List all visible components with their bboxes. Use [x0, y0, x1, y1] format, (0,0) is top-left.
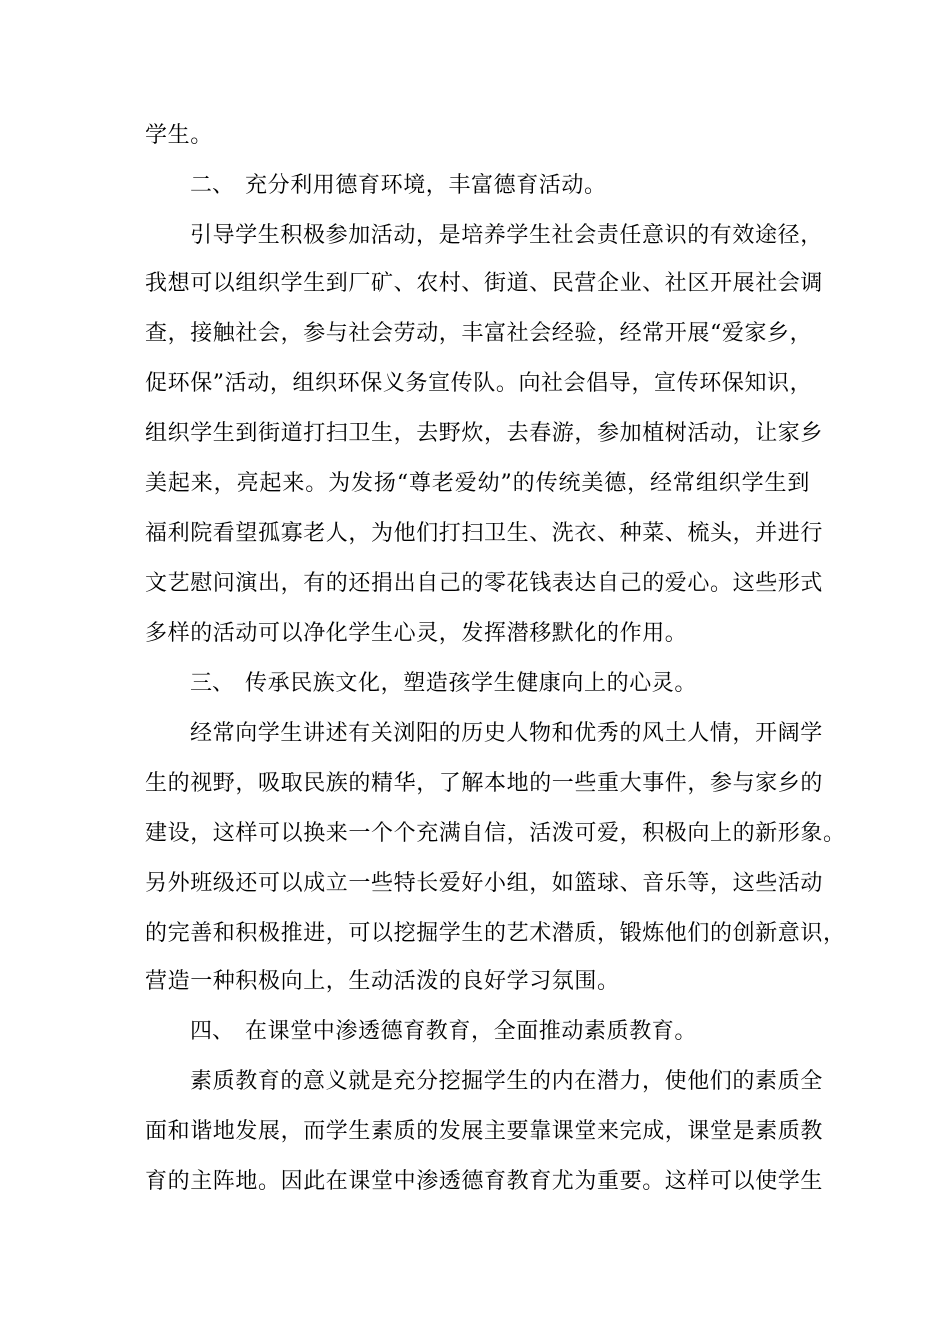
text-line: 引导学生积极参加活动，是培养学生社会责任意识的有效途径，: [190, 223, 823, 248]
text-line: 建设，这样可以换来一个个充满自信，活泼可爱，积极向上的新形象。: [145, 821, 846, 846]
text-line: 查，接触社会，参与社会劳动，丰富社会经验，经常开展“爱家乡，: [145, 321, 813, 346]
section-heading: 传承民族文化，塑造孩学生健康向上的心灵。: [245, 671, 698, 696]
text-line: 经常向学生讲述有关浏阳的历史人物和优秀的风土人情，开阔学: [190, 721, 823, 746]
text-line: 学生。: [145, 123, 213, 148]
text-line: 面和谐地发展，而学生素质的发展主要靠课堂来完成，课堂是素质教: [145, 1119, 824, 1144]
section-number: 二、: [190, 173, 235, 198]
section-heading: 充分利用德育环境，丰富德育活动。: [245, 173, 607, 198]
text-line: 另外班级还可以成立一些特长爱好小组，如篮球、音乐等，这些活动: [145, 871, 824, 896]
section-number: 三、: [190, 671, 235, 696]
text-line: 福利院看望孤寡老人，为他们打扫卫生、洗衣、种菜、梳头，并进行: [145, 521, 824, 546]
section-heading: 在课堂中渗透德育教育，全面推动素质教育。: [245, 1019, 698, 1044]
section-number: 四、: [190, 1019, 235, 1044]
text-line: 素质教育的意义就是充分挖掘学生的内在潜力，使他们的素质全: [190, 1069, 823, 1094]
text-line: 文艺慰问演出，有的还捐出自己的零花钱表达自己的爱心。这些形式: [145, 571, 824, 596]
text-line: 美起来，亮起来。为发扬“尊老爱幼”的传统美德，经常组织学生到: [145, 471, 810, 496]
text-line: 的完善和积极推进，可以挖掘学生的艺术潜质，锻炼他们的创新意识，: [145, 921, 846, 946]
text-line: 多样的活动可以净化学生心灵，发挥潜移默化的作用。: [145, 621, 688, 646]
text-line: 营造一种积极向上，生动活泼的良好学习氛围。: [145, 969, 620, 994]
text-line: 我想可以组织学生到厂矿、农村、街道、民营企业、社区开展社会调: [145, 271, 824, 296]
text-line: 促环保”活动，组织环保义务宣传队。向社会倡导，宣传环保知识，: [145, 371, 813, 396]
text-line: 育的主阵地。因此在课堂中渗透德育教育尤为重要。这样可以使学生: [145, 1169, 824, 1194]
text-line: 生的视野，吸取民族的精华，了解本地的一些重大事件，参与家乡的: [145, 771, 824, 796]
text-line: 组织学生到街道打扫卫生，去野炊，去春游，参加植树活动，让家乡: [145, 421, 824, 446]
